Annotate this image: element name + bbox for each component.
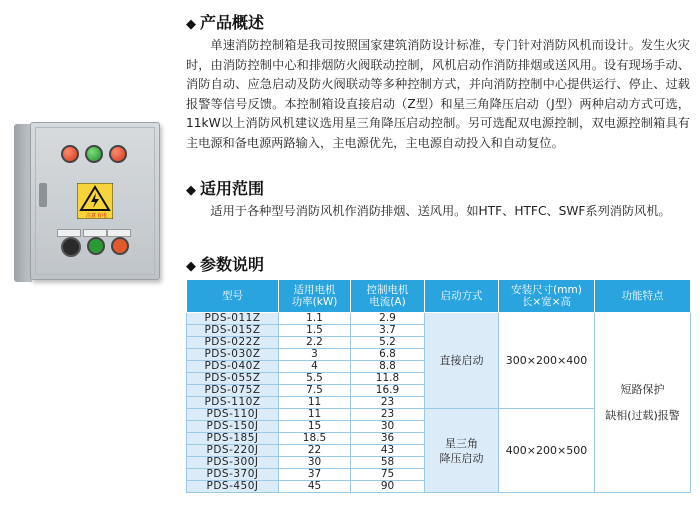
cell-power: 7.5: [279, 385, 351, 397]
cell-power: 1.5: [279, 325, 351, 337]
diamond-bullet-icon: ◆: [186, 17, 196, 32]
cell-current: 16.9: [351, 385, 425, 397]
cell-current: 3.7: [351, 325, 425, 337]
cell-feature: 短路保护 缺相(过载)报警: [595, 313, 691, 493]
cell-start-mode-direct: 直接启动: [425, 313, 499, 409]
product-image: [10, 118, 180, 290]
control-box-front: [30, 122, 160, 280]
cell-current: 30: [351, 421, 425, 433]
cell-model: PDS-185J: [187, 433, 279, 445]
selector-knob: [61, 237, 81, 257]
cell-current: 5.2: [351, 337, 425, 349]
cell-model: PDS-055Z: [187, 373, 279, 385]
cell-current: 2.9: [351, 313, 425, 325]
cell-power: 11: [279, 397, 351, 409]
warning-label-1: 注意: [86, 213, 97, 219]
cell-current: 6.8: [351, 349, 425, 361]
cell-model: PDS-150J: [187, 421, 279, 433]
cell-power: 15: [279, 421, 351, 433]
cell-model: PDS-370J: [187, 469, 279, 481]
cell-power: 45: [279, 481, 351, 493]
cell-current: 43: [351, 445, 425, 457]
cell-power: 22: [279, 445, 351, 457]
cell-model: PDS-015Z: [187, 325, 279, 337]
cell-size-star-delta: 400×200×500: [499, 409, 595, 493]
cell-current: 8.8: [351, 361, 425, 373]
cell-power: 18.5: [279, 433, 351, 445]
cell-power: 1.1: [279, 313, 351, 325]
diamond-bullet-icon: ◆: [186, 183, 196, 198]
door-lock: [39, 183, 47, 207]
cell-current: 75: [351, 469, 425, 481]
cell-current: 23: [351, 397, 425, 409]
cell-current: 90: [351, 481, 425, 493]
cell-power: 4: [279, 361, 351, 373]
indicator-lamp-green: [85, 145, 103, 163]
cell-power: 2.2: [279, 337, 351, 349]
start-button-green: [87, 237, 105, 255]
indicator-lamp-red-right: [109, 145, 127, 163]
col-header-current: 控制电机 电流(A): [351, 280, 425, 313]
indicator-lamp-red-left: [61, 145, 79, 163]
cell-model: PDS-040Z: [187, 361, 279, 373]
cell-model: PDS-022Z: [187, 337, 279, 349]
table-header-row: [187, 280, 691, 313]
cell-current: 11.8: [351, 373, 425, 385]
cell-model: PDS-011Z: [187, 313, 279, 325]
col-header-size: 安装尺寸(mm) 长×宽×高: [499, 280, 595, 313]
overview-heading: ◆ 产品概述: [186, 13, 265, 32]
cell-power: 30: [279, 457, 351, 469]
cell-model: PDS-030Z: [187, 349, 279, 361]
cell-model: PDS-110Z: [187, 397, 279, 409]
col-header-power: 适用电机 功率(kW): [279, 280, 351, 313]
table-row: [187, 313, 691, 325]
cell-current: 23: [351, 409, 425, 421]
cell-current: 36: [351, 433, 425, 445]
cell-power: 5.5: [279, 373, 351, 385]
cell-current: 58: [351, 457, 425, 469]
cell-model: PDS-220J: [187, 445, 279, 457]
stop-button-red: [111, 237, 129, 255]
col-header-feature: 功能特点: [595, 280, 691, 313]
cell-power: 11: [279, 409, 351, 421]
scope-heading: ◆ 适用范围: [186, 179, 265, 198]
cell-size-direct: 300×200×400: [499, 313, 595, 409]
cell-model: PDS-300J: [187, 457, 279, 469]
high-voltage-warning-icon: [77, 183, 113, 219]
cell-model: PDS-075Z: [187, 385, 279, 397]
cell-model: PDS-110J: [187, 409, 279, 421]
scope-paragraph: 适用于各种型号消防风机作消防排烟、送风用。如HTF、HTFC、SWF系列消防风机。: [210, 204, 671, 218]
cell-start-mode-star-delta: 星三角 降压启动: [425, 409, 499, 493]
col-header-model: 型号: [187, 280, 279, 313]
spec-table: [186, 279, 691, 493]
overview-paragraph: 单速消防控制箱是我司按照国家建筑消防设计标准，专门针对消防风机而设计。发生火灾时，由消防控制中心和排烟防火阀联动控制，风机启动作消防排烟或送风用。设有现场手动、消防自动、应急启动及防火阀联动等多种控制方式，并向消防控制中心提供运行、停止、过载报警等信号反馈。本控制箱设直接启动（Z型）和星三角降压启动（J型）两种启动方式可选，11kW以上消防风机建议选用星三角降压启动控制。另可选配双电源控制，双电源控制箱具有主电源和备电源两路输入，主电源优先，主电源自动投入和自动复位。: [186, 38, 690, 150]
col-header-start-mode: 启动方式: [425, 280, 499, 313]
cell-power: 37: [279, 469, 351, 481]
diamond-bullet-icon: ◆: [186, 259, 196, 274]
cell-power: 3: [279, 349, 351, 361]
params-heading: ◆ 参数说明: [186, 255, 265, 274]
warning-label-2: 有电: [97, 213, 108, 219]
cell-model: PDS-450J: [187, 481, 279, 493]
